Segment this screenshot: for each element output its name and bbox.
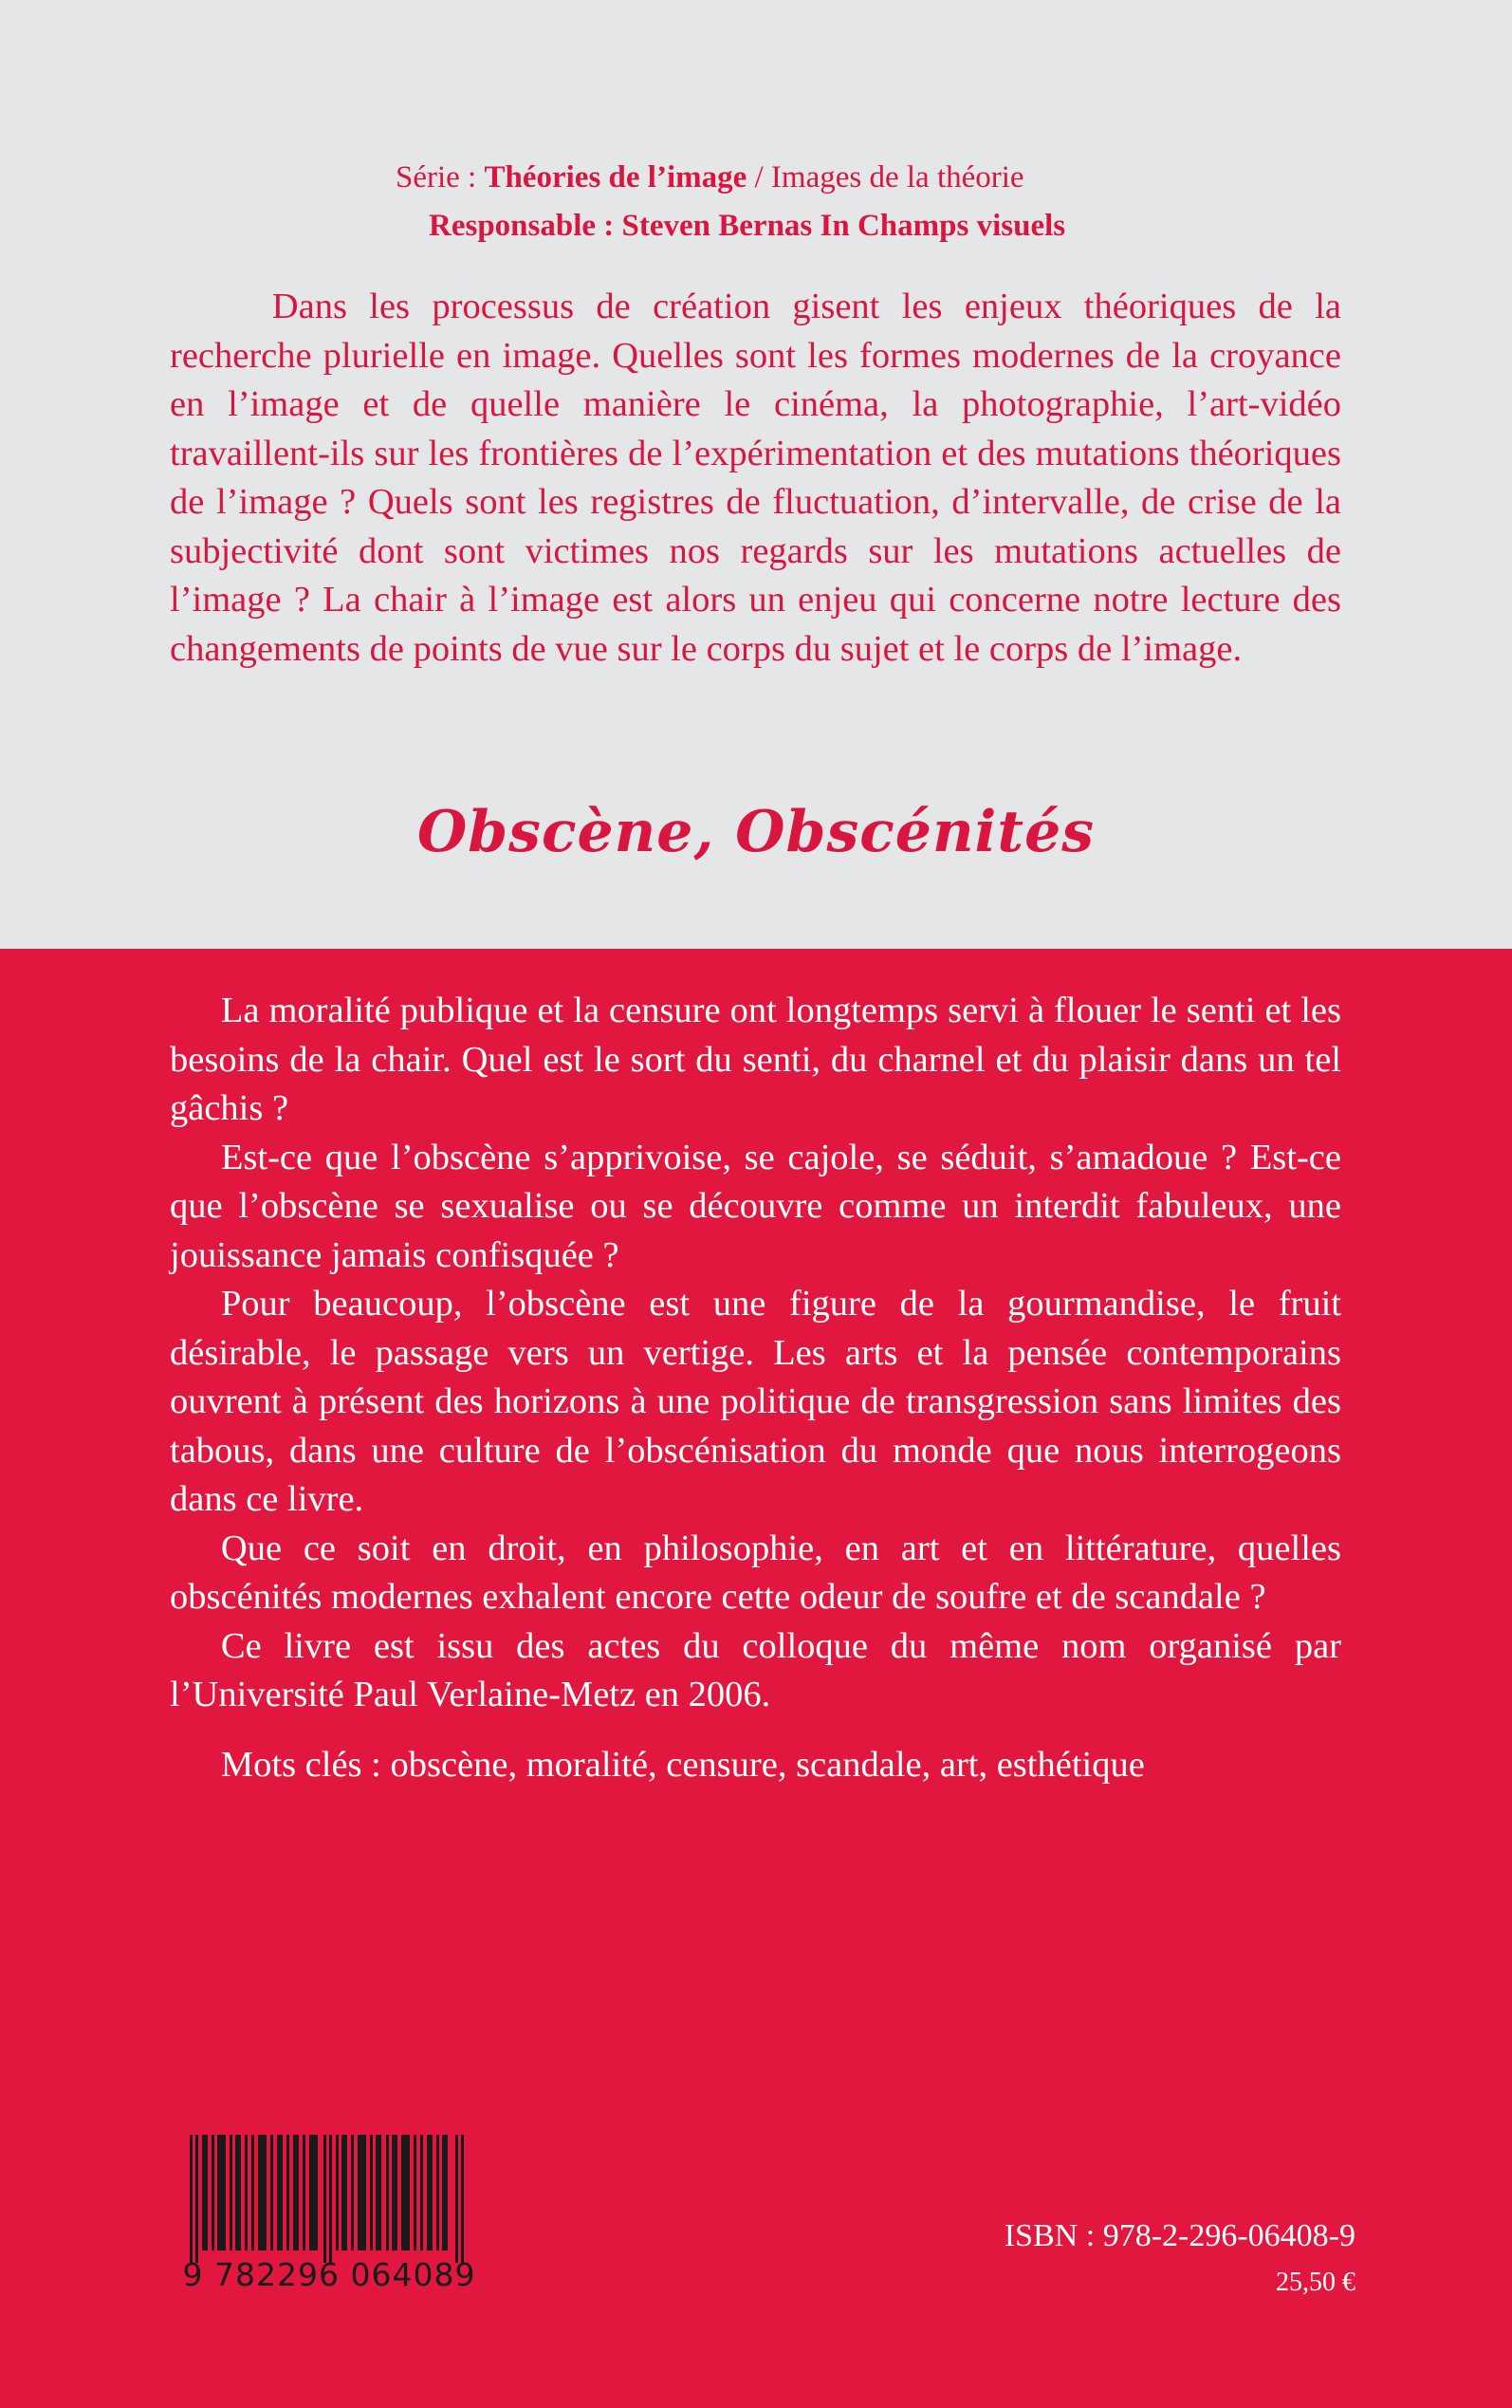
paragraph: Est-ce que l’obscène s’apprivoise, se cajole, se séduit, s’amadoue ? Est-ce que l’obscène se sexualise ou se découvre comme un interdit fabuleux, une jouissance jamais confisquée ? xyxy=(170,1137,1341,1275)
keywords: Mots clés : obscène, moralité, censure, scandale, art, esthétique xyxy=(220,1744,1145,1785)
series-name: Théories de l’image xyxy=(484,160,747,194)
barcode-bars xyxy=(186,2135,470,2263)
paragraph: Que ce soit en droit, en philosophie, en art et en littérature, quelles obscénités modernes exhalent encore cette odeur de soufre et de scandale ? xyxy=(170,1528,1341,1617)
barcode xyxy=(182,2135,476,2296)
paragraph: Ce livre est issu des actes du colloque du même nom organisé par l’Université Paul Verlaine-Metz en 2006. xyxy=(170,1625,1341,1714)
price: 25,50 € xyxy=(1276,2268,1355,2297)
series-suffix: / Images de la théorie xyxy=(747,160,1024,194)
paragraph: La moralité publique et la censure ont longtemps servi à flouer le senti et les besoins de la chair. Quel est le sort du senti, du charnel et du plaisir dans un tel gâchis ? xyxy=(170,991,1341,1128)
back-cover-text xyxy=(170,987,1341,1789)
responsable-line: Responsable : Steven Bernas In Champs visuels xyxy=(429,209,1066,243)
paragraph: Pour beaucoup, l’obscène est une figure de la gourmandise, le fruit désirable, le passage vers un vertige. Les arts et la pensée contemporains ouvrent à présent des horizons à une politique de transgression sans limites des tabous, dans une culture de l’obscénisation du monde que nous interrogeons dans ce livre. xyxy=(170,1284,1341,1519)
barcode-digits: 9 782296 064089 xyxy=(182,2256,476,2293)
series-line xyxy=(396,155,1024,200)
book-title: Obscène, Obscénités xyxy=(416,799,1096,865)
intro-text: Dans les processus de création gisent les enjeux théoriques de la recherche plurielle en image. Quelles sont les formes modernes de la croyance en l’image et de quelle manière le cinéma, la photographie, l’art-vidéo travaillent-ils sur les frontières de l’expérimentation et des mutations théoriques de l’image ? Quels sont les registres de fluctuation, d’intervalle, de crise de la subjectivité dont sont victimes nos regards sur les mutations actuelles de l’image ? La chair à l’image est alors un enjeu qui concerne notre lecture des changements de points de vue sur le corps du sujet et le corps de l’image. xyxy=(170,287,1341,669)
isbn: ISBN : 978-2-296-06408-9 xyxy=(1004,2218,1355,2253)
series-prefix: Série : xyxy=(396,160,485,194)
